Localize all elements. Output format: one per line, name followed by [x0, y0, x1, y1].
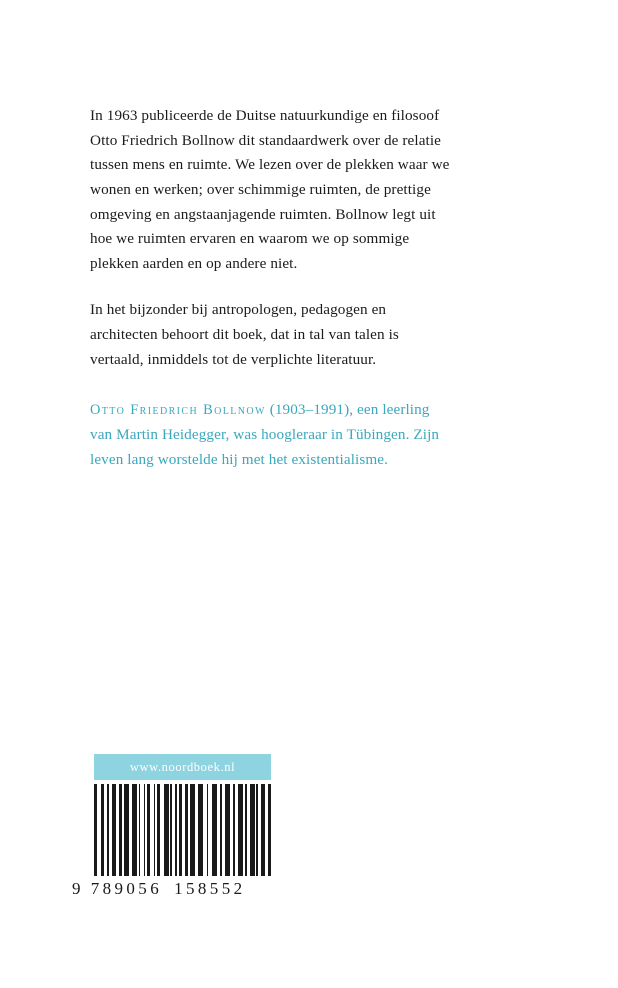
barcode-block: [72, 784, 272, 899]
blurb-paragraph-2: In het bijzonder bij antropologen, pedagogen en architecten behoort dit boek, dat in tal van talen is vertaald, inmiddels tot de verplichte literatuur.: [90, 301, 399, 368]
isbn-digits: [72, 879, 272, 899]
publisher-url-badge[interactable]: [94, 754, 271, 780]
blurb-text-block: [90, 104, 450, 487]
author-name: Otto Friedrich Bollnow: [90, 402, 266, 419]
isbn-group-1: 789056: [90, 879, 163, 898]
blurb-paragraph-1: In 1963 publiceerde de Duitse natuurkundige en filosoof Otto Friedrich Bollnow dit standaardwerk over de relatie tussen mens en ruimte. We lezen over de plekken waar we wonen en werken; over schimmige ruimten, de prettige omgeving en angstaanjagende ruimten. Bollnow legt uit hoe we ruimten ervaren en waarom we op sommige plekken aarden en op andere niet.: [90, 107, 450, 272]
isbn-lead-digit: 9: [72, 879, 84, 898]
author-biography-text: (1903–1991), een leerling van Martin Heidegger, was hoogleraar in Tübingen. Zijn leven lang worstelde hij met het existentialisme.: [90, 401, 440, 468]
author-biography: [90, 398, 450, 472]
isbn-group-2: 158552: [174, 879, 246, 898]
publisher-url-text: www.noordboek.nl: [129, 759, 236, 774]
ean13-barcode: [94, 784, 272, 876]
barcode-bar: [268, 784, 271, 876]
